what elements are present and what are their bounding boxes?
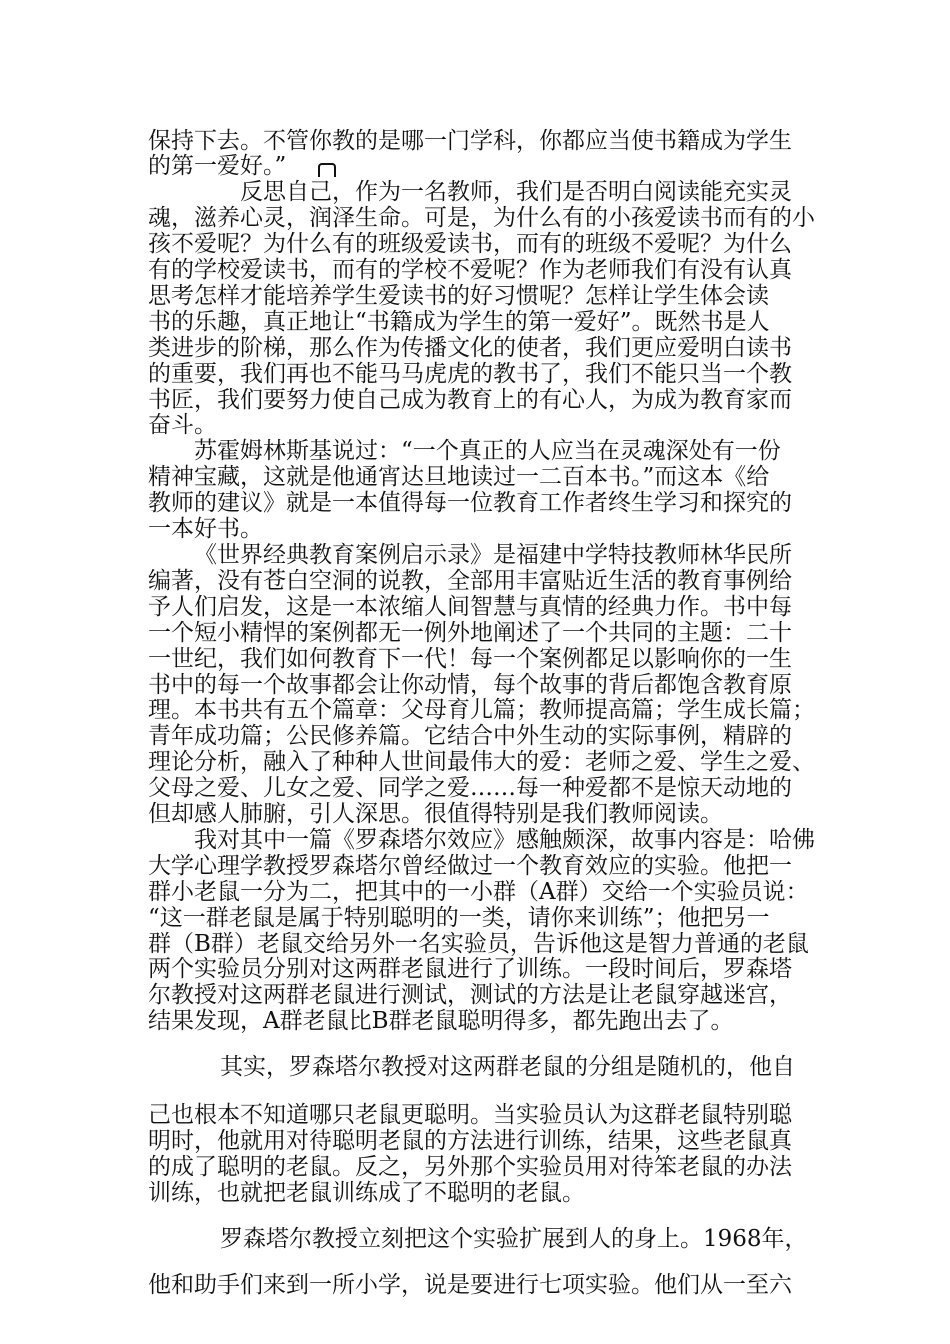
text-line: 苏霍姆林斯基说过：“一个真正的人应当在灵魂深处有一份 (194, 438, 781, 464)
text-line: 的第一爱好。” (148, 153, 287, 179)
text-line: 魂，滋养心灵，润泽生命。可是，为什么有的小孩爱读书而有的小 (148, 205, 815, 231)
text-line: 《世界经典教育案例启示录》是福建中学特技教师林华民所 (194, 542, 792, 568)
text-line: 反思自己，作为一名教师，我们是否明白阅读能充实灵 (240, 179, 792, 205)
text-line: 一个短小精悍的案例都无一例外地阐述了一个共同的主题：二十 (148, 620, 792, 646)
text-line: 教师的建议》就是一本值得每一位教育工作者终生学习和探究的 (148, 490, 792, 516)
text-line: 思考怎样才能培养学生爱读书的好习惯呢？怎样让学生体会读 (148, 283, 769, 309)
text-line: 我对其中一篇《罗森塔尔效应》感触颇深，故事内容是：哈佛 (194, 827, 815, 853)
text-line: 奋斗。 (148, 412, 217, 438)
text-line: 结果发现，A群老鼠比B群老鼠聪明得多，都先跑出去了。 (148, 1008, 734, 1034)
text-line: 训练，也就把老鼠训练成了不聪明的老鼠。 (148, 1180, 585, 1206)
text-line: 的重要，我们再也不能马马虎虎的教书了，我们不能只当一个教 (148, 361, 792, 387)
text-line: 尔教授对这两群老鼠进行测试，测试的方法是让老鼠穿越迷宫， (148, 982, 792, 1008)
text-line: 孩不爱呢？为什么有的班级爱读书，而有的班级不爱呢？为什么 (148, 231, 792, 257)
text-line: “这一群老鼠是属于特别聪明的一类，请你来训练”；他把另一 (148, 905, 770, 931)
text-line: 予人们启发，这是一本浓缩人间智慧与真情的经典力作。书中每 (148, 594, 792, 620)
text-line: 理。本书共有五个篇章：父母育儿篇；教师提高篇；学生成长篇； (148, 697, 815, 723)
text-line: 保持下去。不管你教的是哪一门学科，你都应当使书籍成为学生 (148, 128, 792, 154)
text-line: 一世纪，我们如何教育下一代！每一个案例都足以影响你的一生 (148, 646, 792, 672)
text-cursor-icon (318, 163, 336, 177)
text-line: 理论分析，融入了种种人世间最伟大的爱：老师之爱、学生之爱、 (148, 749, 815, 775)
text-line: 大学心理学教授罗森塔尔曾经做过一个教育效应的实验。他把一 (148, 853, 792, 879)
text-line: 父母之爱、儿女之爱、同学之爱……每一种爱都不是惊天动地的 (148, 775, 792, 801)
text-line: 精神宝藏，这就是他通宵达旦地读过一二百本书。”而这本《给 (148, 464, 770, 490)
text-line: 的成了聪明的老鼠。反之，另外那个实验员用对待笨老鼠的办法 (148, 1154, 792, 1180)
text-line: 一本好书。 (148, 516, 263, 542)
text-line: 但却感人肺腑，引人深思。很值得特别是我们教师阅读。 (148, 801, 723, 827)
text-line: 书匠，我们要努力使自己成为教育上的有心人，为成为教育家而 (148, 387, 792, 413)
text-line: 其实，罗森塔尔教授对这两群老鼠的分组是随机的，他自 (220, 1054, 795, 1080)
text-line: 书的乐趣，真正地让“书籍成为学生的第一爱好”。既然书是人 (148, 309, 770, 335)
text-line: 群小老鼠一分为二，把其中的一小群（A群）交给一个实验员说： (148, 879, 809, 905)
text-line: 两个实验员分别对这两群老鼠进行了训练。一段时间后，罗森塔 (148, 956, 792, 982)
text-line: 罗森塔尔教授立刻把这个实验扩展到人的身上。1968年， (220, 1226, 808, 1252)
text-line: 有的学校爱读书，而有的学校不爱呢？作为老师我们有没有认真 (148, 257, 792, 283)
text-line: 青年成功篇；公民修养篇。它结合中外生动的实际事例，精辟的 (148, 723, 792, 749)
text-line: 书中的每一个故事都会让你动情，每个故事的背后都饱含教育原 (148, 672, 792, 698)
text-line: 编著，没有苍白空洞的说教，全部用丰富贴近生活的教育事例给 (148, 568, 792, 594)
text-line: 己也根本不知道哪只老鼠更聪明。当实验员认为这群老鼠特别聪 (148, 1102, 792, 1128)
text-line: 他和助手们来到一所小学，说是要进行七项实验。他们从一至六 (148, 1272, 792, 1298)
text-line: 类进步的阶梯，那么作为传播文化的使者，我们更应爱明白读书 (148, 335, 792, 361)
text-line: 明时，他就用对待聪明老鼠的方法进行训练，结果，这些老鼠真 (148, 1128, 792, 1154)
text-line: 群（B群）老鼠交给另外一名实验员，告诉他这是智力普通的老鼠 (148, 931, 809, 957)
